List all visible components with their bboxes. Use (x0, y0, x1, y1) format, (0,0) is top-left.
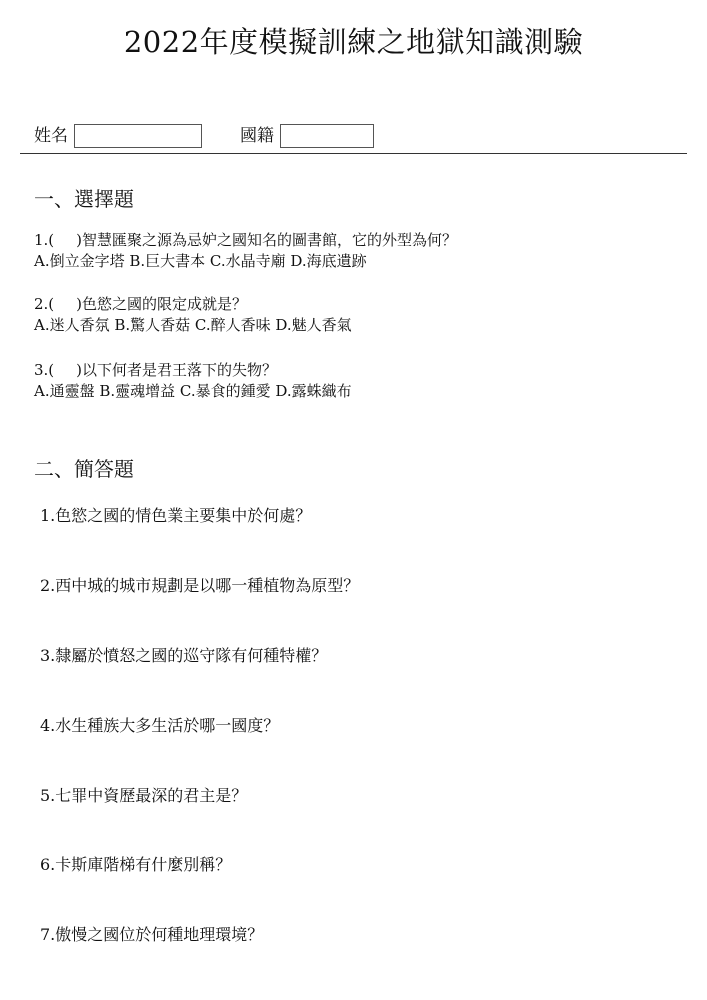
short-answer-heading: 二、簡答題 (34, 457, 134, 481)
name-field[interactable] (74, 124, 202, 148)
nationality-field[interactable] (280, 124, 374, 148)
short-answer-question: 5.七罪中資歷最深的君主是？ (40, 786, 248, 805)
header-divider (20, 153, 687, 154)
short-answer-question: 1.色慾之國的情色業主要集中於何處？ (40, 506, 312, 525)
question-stem-line (34, 360, 352, 381)
question-number: 3.( (34, 361, 55, 379)
question-options: A.通靈盤 B.靈魂增益 C.暴食的鍾愛 D.露蛛織布 (34, 382, 352, 400)
question-number: 2.( (34, 295, 55, 313)
short-answer-question: 6.卡斯庫階梯有什麼別稱？ (40, 855, 232, 874)
question-options: A.迷人香氛 B.驚人香菇 C.醉人香味 D.魅人香氣 (34, 316, 352, 334)
name-label: 姓名 (34, 126, 68, 146)
page-title: 2022年度模擬訓練之地獄知識測驗 (123, 25, 584, 59)
question-options: A.倒立金字塔 B.巨大書本 C.水晶寺廟 D.海底遺跡 (34, 252, 367, 270)
question-stem-line (34, 294, 352, 315)
multiple-choice-question (34, 360, 352, 402)
question-number: 1.( (34, 231, 55, 249)
question-stem-line (34, 230, 457, 251)
multiple-choice-question (34, 230, 457, 272)
short-answer-question: 7.傲慢之國位於何種地理環境？ (40, 925, 264, 944)
multiple-choice-heading: 一、選擇題 (34, 187, 134, 211)
question-stem: )智慧匯聚之源為忌妒之國知名的圖書館，它的外型為何？ (76, 231, 458, 249)
student-info-row (34, 123, 374, 149)
multiple-choice-question (34, 294, 352, 336)
short-answer-question: 4.水生種族大多生活於哪一國度？ (40, 716, 280, 735)
nationality-label: 國籍 (240, 126, 274, 146)
question-stem: )以下何者是君王落下的失物？ (76, 361, 278, 379)
short-answer-question: 2.西中城的城市規劃是以哪一種植物為原型？ (40, 576, 360, 595)
question-stem: )色慾之國的限定成就是？ (76, 295, 248, 313)
short-answer-question: 3.隸屬於憤怒之國的巡守隊有何種特權？ (40, 646, 328, 665)
